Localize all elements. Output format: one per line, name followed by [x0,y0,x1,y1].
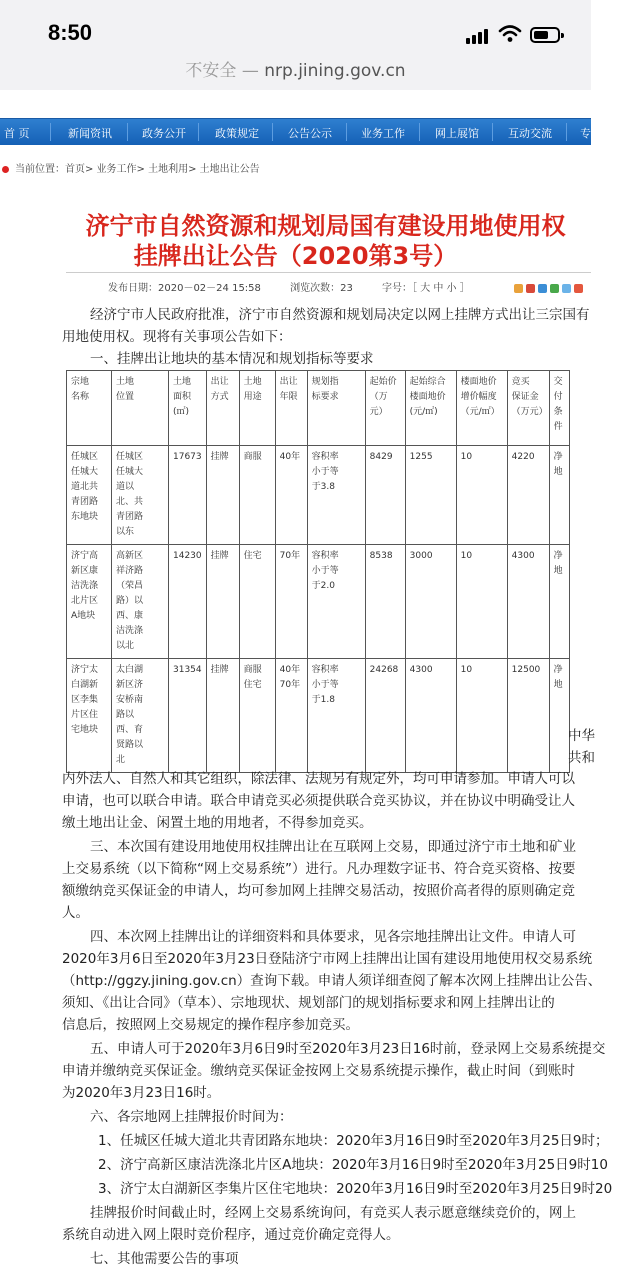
cell-text: 东地块 [71,512,99,522]
body-paragraph-line: 五、申请人可于2020年3月6日9时至2020年3月23日16时前，登录网上交易系统提交 [90,1041,606,1057]
font-size-control[interactable]: 字号：［ 大 中 小 ］ [382,283,470,294]
cell-text: 新区康 [71,566,99,576]
body-paragraph-line: 三、本次国有建设用地使用权挂牌出让在互联网上交易，即通过济宁市土地和矿业 [90,839,576,855]
cell-text: 商服 [243,452,262,462]
cell-text: 竞买 [511,377,530,387]
cell-text: 以北 [116,641,135,651]
cell-text: 西、康 [116,611,144,621]
table-cell [549,545,569,659]
land-parcel-table [66,370,570,773]
table-cell [169,446,207,545]
cell-text: 土地 [116,377,135,387]
cell-text: 道以 [116,482,135,492]
clock: 8:50 [48,20,93,45]
cell-text: 8429 [369,452,393,462]
body-paragraph-line: 申请并缴纳竞买保证金。缴纳竞买保证金按网上交易系统提示操作，截止时间（到账时 [62,1063,575,1079]
table-cell [275,446,307,545]
battery-icon [530,27,560,43]
cell-text: 4300 [511,551,535,561]
cell-text: 起始综合 [409,377,446,387]
cell-text: 规划指 [311,377,339,387]
share-icon[interactable] [514,284,523,293]
cell-text: 北、共 [116,497,144,507]
body-paragraph-line: 3、济宁太白湖新区李集片区住宅地块：2020年3月16日9时至2020年3月25日9时20 [98,1181,613,1197]
body-paragraph-line: 六、各宗地网上挂牌报价时间为： [90,1109,293,1125]
cell-text: 北 [116,755,126,765]
cell-text: 面积 [173,392,192,402]
cell-text: 路）以 [116,596,144,606]
cell-text: 洁洗涤 [71,581,99,591]
table-cell [239,446,275,545]
body-paragraph-line: 上交易系统（以下简称“网上交易系统”）进行。凡办理数字证书、符合竞买资格、按要 [62,861,576,877]
table-cell [112,545,169,659]
cell-text: 年限 [279,392,298,402]
cell-text: 位置 [116,392,135,402]
cell-text: （万元） [511,407,548,417]
cell-text: （荣昌 [116,581,144,591]
table-cell [67,659,112,773]
table-cell [307,659,365,773]
cell-text: 出让 [279,377,298,387]
cell-text: 40年 [279,452,301,462]
table-header-cell [169,371,207,446]
cell-text: 高新区 [116,551,144,561]
cell-text: 楼面地价 [460,377,497,387]
cell-text: 起始价 [369,377,397,387]
page-title-line-1: 济宁市自然资源和规划局国有建设用地使用权 [85,212,566,240]
table-cell [206,446,239,545]
cell-text: 付 [553,392,563,402]
table-header-cell [67,371,112,446]
body-paragraph-line: 为2020年3月23日16时。 [62,1085,221,1101]
cell-text: 容积率 [311,551,339,561]
table-cell [169,659,207,773]
cell-text: 件 [553,422,563,432]
cell-text: 土地 [173,377,192,387]
cell-text: 10 [460,665,473,675]
cell-text: 住宅 [243,551,262,561]
cell-text: 净 [553,551,563,561]
table-header-row [67,371,570,446]
table-cell [67,545,112,659]
status-bar [0,0,591,90]
nav-policies[interactable]: 政策规定 [215,127,259,140]
table-header-cell [507,371,549,446]
side-text: 共和 [568,750,595,766]
cell-text: 青团路 [116,512,144,522]
location-icon [2,166,9,173]
cell-text: 土地 [243,377,262,387]
nav-home[interactable]: 首 页 [4,127,30,140]
table-cell [67,446,112,545]
cell-text: 70年 [279,680,301,690]
cell-text: 小于等 [311,467,339,477]
cell-text: 净 [553,665,563,675]
cell-text: 容积率 [311,665,339,675]
cell-text: (元/㎡) [409,407,438,417]
nav-gov-affairs[interactable]: 政务公开 [142,127,186,140]
table-cell [112,659,169,773]
cell-text: 1255 [409,452,433,462]
cell-text: （万 [369,392,388,402]
cell-text: 贤路以 [116,740,144,750]
view-count: 浏览次数：23 [290,283,353,294]
body-paragraph-line: 挂牌报价时间截止时，经网上交易系统询问，有竞买人表示愿意继续竞价的，网上 [90,1205,576,1221]
table-header-cell [365,371,405,446]
cell-text: 片区住 [71,710,99,720]
table-cell [456,446,507,545]
cell-text: 青团路 [71,497,99,507]
breadcrumb-text[interactable]: 当前位置：首页> 业务工作> 土地利用> 土地出让公告 [15,164,260,175]
cell-text: 任城大 [116,467,144,477]
cell-text: （元/㎡） [460,407,500,417]
cell-text: 任城区 [71,452,99,462]
share-icon[interactable] [526,284,535,293]
nav-divider [272,123,273,141]
cell-text: 商服 [243,665,262,675]
cell-text: 路以 [116,710,135,720]
table-cell [275,659,307,773]
cell-text: 出让 [210,377,229,387]
cell-text: 24268 [369,665,399,675]
article-meta [108,279,496,294]
table-header-cell [112,371,169,446]
cell-text: 交 [553,377,563,387]
table-cell [405,659,456,773]
publish-date: 发布日期：2020－02－24 15:58 [108,283,261,294]
breadcrumb [0,160,260,175]
body-paragraph-line: 缴土地出让金、闲置土地的用地者，不得参加竞买。 [62,815,373,831]
cell-text: 增价幅度 [460,392,497,402]
url-text: nrp.jining.gov.cn [264,61,406,81]
cell-text: 4300 [409,665,433,675]
table-cell [549,446,569,545]
cell-text: 西、育 [116,725,144,735]
cell-text: 净 [553,452,563,462]
intro-paragraph: 用地使用权。现将有关事项公告如下： [62,329,292,345]
cell-text: 挂牌 [210,452,229,462]
cell-text: 3000 [409,551,433,561]
cell-text: 新区济 [116,680,144,690]
table-header-cell [206,371,239,446]
nav-divider [346,123,347,141]
body-paragraph-line: 额缴纳竞买保证金的申请人，均可参加网上挂牌交易活动，按照价高者得的原则确定竞 [62,883,575,899]
cell-text: 祥济路 [116,566,144,576]
cell-text: 洁洗涤 [116,626,144,636]
cell-text: 用途 [243,392,262,402]
cellular-signal-icon [466,28,490,44]
nav-divider [566,123,567,141]
cell-text: 条 [553,407,563,417]
divider [66,272,591,273]
cell-text: 地 [553,566,563,576]
table-row [67,446,570,545]
cell-text: 70年 [279,551,301,561]
cell-text: 31354 [173,665,202,675]
share-icon[interactable] [562,284,571,293]
body-paragraph-line: 信息后，按照网上交易规定的操作程序参加竞买。 [62,1017,359,1033]
table-cell [405,446,456,545]
table-cell [307,446,365,545]
body-paragraph-line: 申请，也可以联合申请。联合申请竞买必须提供联合竞买协议，并在协议中明确受让人 [62,793,575,809]
cell-text: 济宁高 [71,551,99,561]
table-cell [365,446,405,545]
body-paragraph-line: 七、其他需要公告的事项 [90,1251,239,1267]
nav-exhibition[interactable]: 网上展馆 [435,127,479,140]
cell-text: 白湖新 [71,680,99,690]
cell-text: 区李集 [71,695,99,705]
table-cell [507,545,549,659]
table-cell [239,545,275,659]
cell-text: 4220 [511,452,535,462]
nav-divider [127,123,128,141]
cell-text: 济宁太 [71,665,99,675]
table-cell [365,659,405,773]
cell-text: (㎡) [173,407,190,417]
nav-divider [198,123,199,141]
cell-text: 小于等 [311,680,339,690]
table-cell [456,659,507,773]
body-paragraph-line: 四、本次网上挂牌出让的详细资料和具体要求，见各宗地挂牌出让文件。申请人可 [90,929,576,945]
share-icon[interactable] [574,284,583,293]
cell-text: 于3.8 [311,482,335,492]
table-row [67,659,570,773]
cell-text: 于2.0 [311,581,335,591]
table-row [67,545,570,659]
table-cell [307,545,365,659]
table-cell [112,446,169,545]
cell-text: 标要求 [311,392,339,402]
nav-divider [50,123,51,141]
page-title-line-2: 挂牌出让公告（2020第3号） [133,242,458,270]
nav-notices[interactable]: 公告公示 [288,127,332,140]
cell-text: 太白湖 [116,665,144,675]
table-cell [405,545,456,659]
nav-divider [492,123,493,141]
table-header-cell [307,371,365,446]
table-cell [507,659,549,773]
cell-text: 地 [553,467,563,477]
cell-text: 安桥南 [116,695,144,705]
cell-text: 40年 [279,665,301,675]
share-icon[interactable] [550,284,559,293]
table-cell [549,659,569,773]
cell-text: 楼面地价 [409,392,446,402]
share-icon[interactable] [538,284,547,293]
cell-text: 挂牌 [210,551,229,561]
nav-interaction[interactable]: 互动交流 [508,127,552,140]
address-bar[interactable] [0,56,591,81]
intro-paragraph: 经济宁市人民政府批准，济宁市自然资源和规划局决定以网上挂牌方式出让三宗国有 [90,307,590,323]
body-paragraph-line: 2、济宁高新区康洁洗涤北片区A地块：2020年3月16日9时至2020年3月25日9时10 [98,1157,608,1173]
table-cell [206,659,239,773]
body-paragraph-line: 1、任城区任城大道北共青团路东地块：2020年3月16日9时至2020年3月25日9时； [98,1133,609,1149]
url-separator: — [236,61,265,81]
cell-text: 12500 [511,665,541,675]
cell-text: 于1.8 [311,695,335,705]
table-cell [365,545,405,659]
cell-text: 道北共 [71,482,99,492]
table-header-cell [549,371,569,446]
cell-text: 小于等 [311,566,339,576]
cell-text: 地 [553,680,563,690]
cell-text: 任城区 [116,452,144,462]
cell-text: 北片区 [71,596,99,606]
body-paragraph-line: （http://ggzy.jining.gov.cn）查询下载。申请人须详细查阅了解本次网上挂牌出让公告、 [62,973,602,989]
table-cell [507,446,549,545]
cell-text: 住宅 [243,680,262,690]
nav-news[interactable]: 新闻资讯 [68,127,112,140]
cell-text: 名称 [71,392,90,402]
table-cell [206,545,239,659]
main-nav [0,118,591,145]
cell-text: 17673 [173,452,202,462]
cell-text: 宗地 [71,377,90,387]
nav-divider [419,123,420,141]
body-paragraph-line: 系统自动进入网上限时竞价程序，通过竞价确定竞得人。 [62,1227,400,1243]
side-text: 中华 [568,728,595,744]
cell-text: 宅地块 [71,725,99,735]
table-header-cell [456,371,507,446]
share-icons [514,278,586,297]
section-heading: 一、挂牌出让地块的基本情况和规划指标等要求 [90,351,374,367]
cell-text: 元） [369,407,388,417]
body-paragraph-line: 2020年3月6日至2020年3月23日登陆济宁市网上挂牌出让国有建设用地使用权交易系统 [62,951,593,967]
cell-text: A地块 [71,611,96,621]
table-cell [169,545,207,659]
body-paragraph-line: 须知、《出让合同》（草本）、宗地现状、规划部门的规划指标要求和网上挂牌出让的 [62,995,555,1011]
cell-text: 以东 [116,527,135,537]
body-paragraph-line: 内外法人、自然人和其它组织，除法律、法规另有规定外，均可申请参加。申请人可以 [62,771,575,787]
wifi-icon [498,24,522,44]
cell-text: 保证金 [511,392,539,402]
table-cell [275,545,307,659]
body-paragraph-line: 人。 [62,905,89,921]
table-header-cell [275,371,307,446]
cell-text: 方式 [210,392,229,402]
table-header-cell [239,371,275,446]
cell-text: 挂牌 [210,665,229,675]
cell-text: 8538 [369,551,393,561]
security-warning: 不安全 [185,61,237,81]
nav-business[interactable]: 业务工作 [361,127,405,140]
cell-text: 14230 [173,551,202,561]
nav-more[interactable]: 专 [580,127,591,140]
cell-text: 容积率 [311,452,339,462]
table-header-cell [405,371,456,446]
table-cell [239,659,275,773]
table-cell [456,545,507,659]
cell-text: 10 [460,452,473,462]
cell-text: 任城大 [71,467,99,477]
cell-text: 10 [460,551,473,561]
